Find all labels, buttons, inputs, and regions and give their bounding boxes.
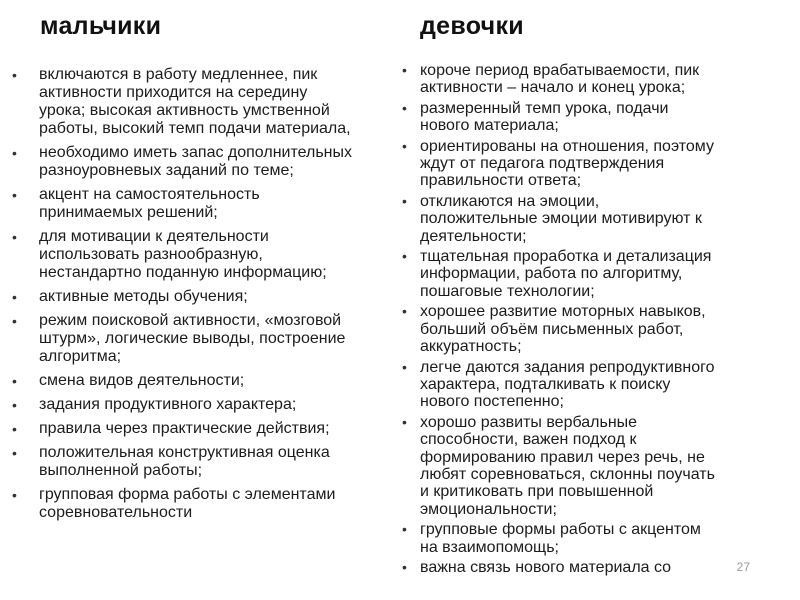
list-item: • правила через практические действия; [12,420,392,438]
list-item: • короче период врабатываемости, пик активности – начало и конец урока; [402,62,780,97]
list-item: • активные методы обучения; [12,288,392,306]
list-item: • положительная конструктивная оценка выполненной работы; [12,444,392,480]
list-item: • акцент на самостоятельность принимаемых решений; [12,186,392,222]
list-item: • смена видов деятельности; [12,372,392,390]
list-item: • необходимо иметь запас дополнительных разноуровневых заданий по теме; [12,144,392,180]
boys-list [12,66,392,528]
list-item: • включаются в работу медленнее, пик активности приходится на середину урока; высокая активность умственной работы, высокий темп подачи материала, [12,66,392,138]
list-item: • ориентированы на отношения, поэтому ждут от педагога подтверждения правильности ответа; [402,138,780,190]
heading-boys: мальчики [40,12,162,40]
list-item: • для мотивации к деятельности использовать разнообразную, нестандартно поданную информацию; [12,228,392,282]
list-item: • хорошее развитие моторных навыков, больший объём письменных работ, аккуратность; [402,303,780,355]
list-item: • задания продуктивного характера; [12,396,392,414]
list-item: • хорошо развиты вербальные способности, важен подход к формированию правил через речь, не любят соревноваться, склонны поучать и критиковать при повышенной эмоциональности; [402,414,780,518]
list-item: • откликаются на эмоции, положительные эмоции мотивируют к деятельности; [402,193,780,245]
list-item: • групповая форма работы с элементами соревновательности [12,486,392,522]
girls-list [402,62,780,579]
list-item: • режим поисковой активности, «мозговой штурм», логические выводы, построение алгоритма; [12,312,392,366]
page-number: 27 [736,560,750,574]
list-item: • важна связь нового материала со [402,559,780,576]
heading-girls: девочки [420,12,524,40]
list-item: • тщательная проработка и детализация информации, работа по алгоритму, пошаговые технологии; [402,248,780,300]
list-item: • групповые формы работы с акцентом на взаимопомощь; [402,521,780,556]
list-item: • размеренный темп урока, подачи нового материала; [402,100,780,135]
list-item: • легче даются задания репродуктивного характера, подталкивать к поиску нового постепенно; [402,359,780,411]
